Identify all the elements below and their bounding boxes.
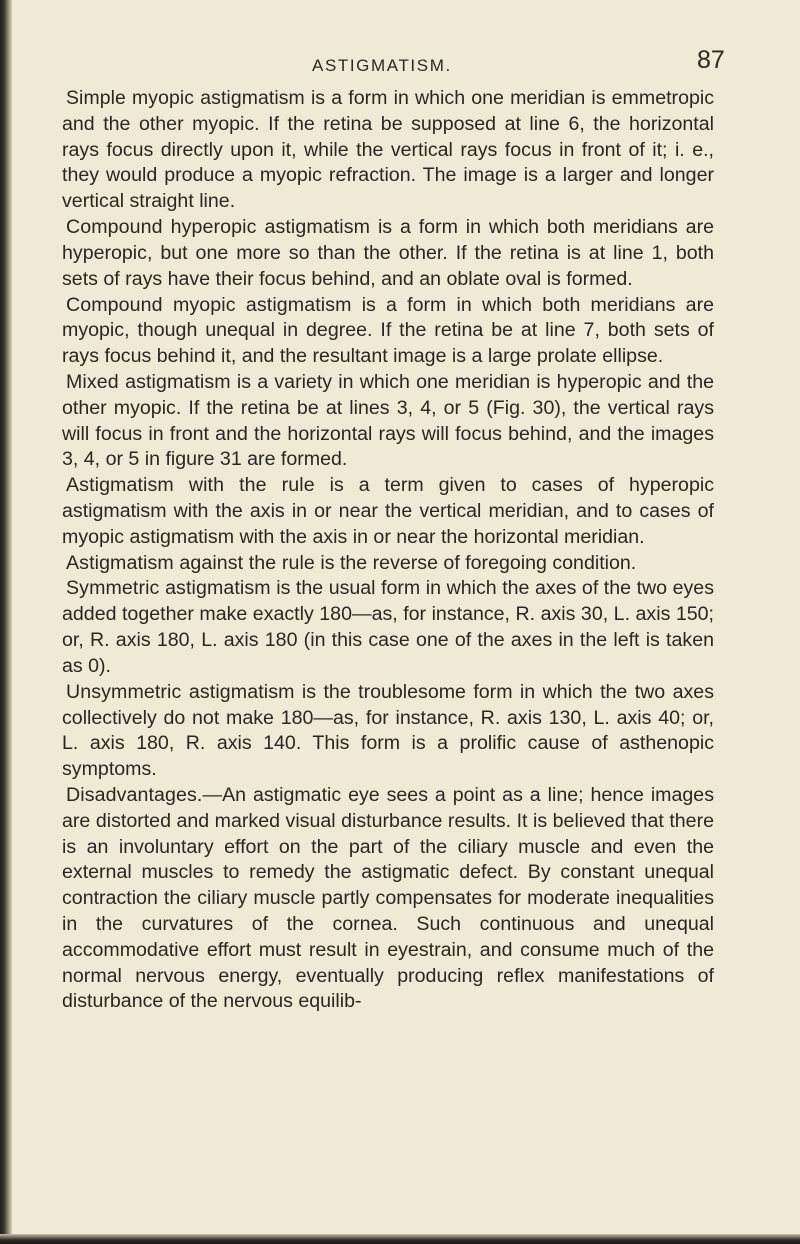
paragraph-text: —An astigmatic eye sees a point as a line; hence images are distorted and marked visual disturbance results. It is believed that there is an involuntary effort on the part of the ciliary muscle and even the external muscles to remedy the astigmatic defect. By constant unequal contraction the ciliary muscle partly compensates for moderate inequalities in the curvatures of the cornea. Such continuous and unequal accommodative effort must result in eyestrain, and consume much of the normal nervous energy, eventually producing reflex manifestations of disturbance of the nervous equilib- [62, 783, 714, 1013]
paragraph-with-rule [62, 473, 714, 550]
paragraph-unsymmetric [62, 680, 714, 783]
paragraph-disadvantages [62, 783, 714, 1015]
paragraph-term: Unsymmetric astigmatism [66, 680, 295, 703]
paragraph-term: Compound hyperopic astigmatism [66, 216, 371, 239]
paragraph-term: Simple myopic astigmatism [66, 87, 305, 109]
paragraph-term: Astigmatism with the rule [66, 474, 315, 497]
paragraph-compound-myopic [62, 293, 714, 370]
paragraph-term: Disadvantages. [66, 783, 203, 806]
paragraph-text: is a form in which one meridian is emmetropic and the other myopic. If the retina be supposed at line 6, the horizontal rays focus directly upon it, while the vertical rays focus in front of it; i. e., they would produce a myopic refraction. The image is a larger and longer vertical straight line. [62, 87, 715, 213]
paragraph-term: Symmetric astigmatism [66, 577, 271, 600]
paragraph-text: is a form in which both meridians are hyperopic, but one more so than the other. If the retina is at line 1, both sets of rays have their focus behind, and an oblate oval is formed. [62, 216, 714, 290]
paragraph-text: is a variety in which one meridian is hyperopic and the other myopic. If the retina be at lines 3, 4, or 5 (Fig. 30), the vertical rays will focus in front and the horizontal rays will focus behind, and the images 3, 4, or 5 in figure 31 are formed. [62, 370, 714, 471]
book-spine-shadow [0, 0, 12, 1244]
paragraph-term: Astigmatism against the rule [66, 551, 315, 574]
paragraph-text: is a form in which both meridians are myopic, though unequal in degree. If the retina be at line 7, both sets of rays focus behind it, and the resultant image is a large prolate ellipse. [62, 293, 714, 368]
paragraph-mixed [62, 370, 714, 473]
paragraph-text: is the troublesome form in which the two axes collectively do not make 180—as, for instance, R. axis 130, L. axis 40; or, L. axis 180, R. axis 140. This form is a prolific cause of asthenopic symptoms. [62, 680, 714, 781]
paragraph-text: is a term given to cases of hyperopic astigmatism with the axis in or near the vertical meridian, and to cases of myopic astigmatism with the axis in or near the horizontal meridian. [62, 474, 714, 548]
paragraph-symmetric [62, 576, 714, 679]
paragraph-against-rule [62, 551, 714, 577]
paragraph-term: Mixed astigmatism [66, 370, 231, 393]
paragraph-text: is the usual form in which the axes of the two eyes added together make exactly 180—as, for instance, R. axis 30, L. axis 150; or, R. axis 180, L. axis 180 (in this case one of the axes in the left is taken as 0). [62, 577, 714, 677]
paragraph-term: Compound myopic astigmatism [66, 293, 352, 316]
page-bottom-edge [0, 1234, 800, 1244]
running-head: ASTIGMATISM. [312, 56, 452, 75]
page-number: 87 [697, 46, 725, 74]
paragraph-text: is the reverse of foregoing condition. [314, 551, 637, 574]
paragraph-compound-hyperopic [62, 215, 714, 292]
body-text [62, 86, 714, 1015]
paragraph-simple-myopic [62, 86, 714, 215]
